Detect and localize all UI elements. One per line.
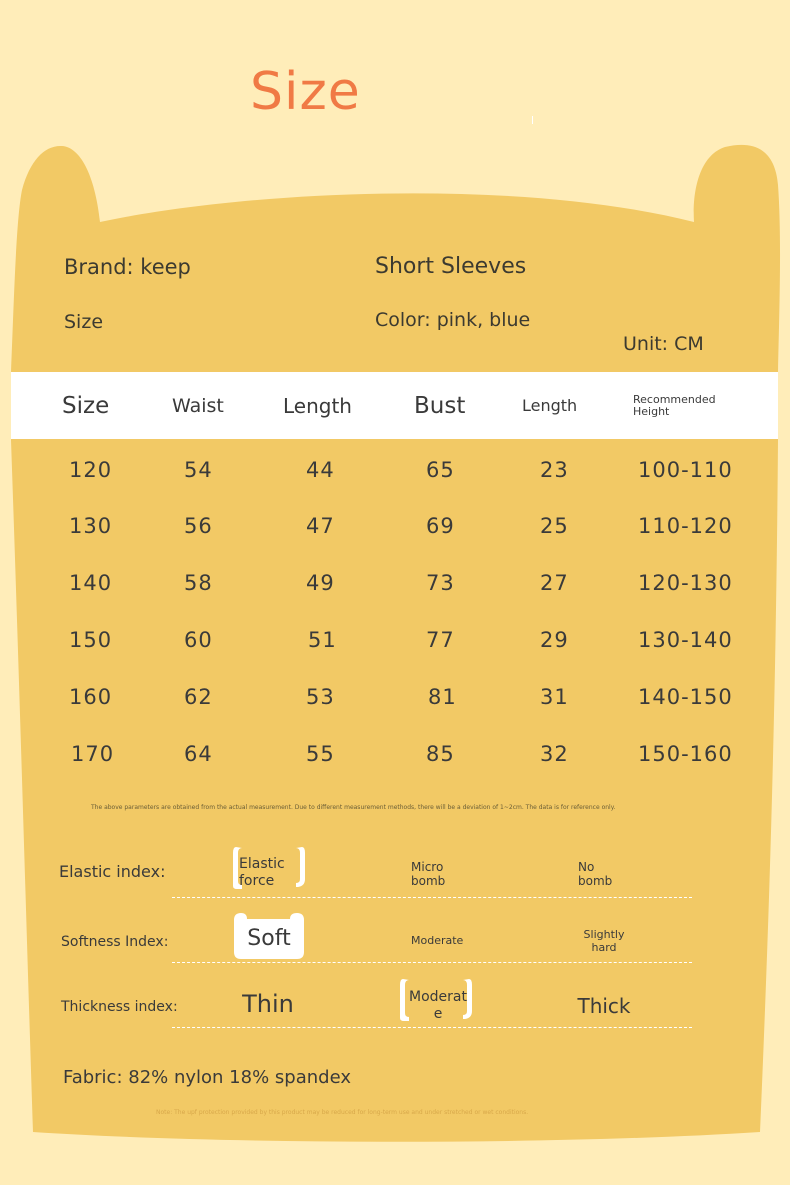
cell-waist: 54	[184, 458, 213, 482]
cell-waist: 62	[184, 685, 213, 709]
cell-sleeve-length: 32	[540, 742, 569, 766]
cell-length: 51	[308, 628, 337, 652]
page-title: Size	[250, 62, 361, 122]
header-sleeve-length: Length	[522, 396, 578, 415]
table-header	[11, 372, 778, 439]
cell-bust: 65	[426, 458, 455, 482]
cell-height: 100-110	[638, 458, 733, 482]
cell-height: 150-160	[638, 742, 733, 766]
header-length: Length	[283, 393, 352, 418]
header-recommended-height: Recommended Height	[633, 392, 716, 418]
cell-waist: 58	[184, 571, 213, 595]
cell-bust: 85	[426, 742, 455, 766]
elastic-index-label: Elastic index:	[59, 862, 166, 881]
table-row	[0, 742, 790, 782]
cell-size: 120	[69, 458, 113, 482]
cell-bust: 77	[426, 628, 455, 652]
cell-sleeve-length: 29	[540, 628, 569, 652]
cell-size: 170	[71, 742, 115, 766]
cell-length: 55	[306, 742, 335, 766]
table-row	[0, 628, 790, 668]
cell-waist: 60	[184, 628, 213, 652]
cell-length: 53	[306, 685, 335, 709]
table-row	[0, 571, 790, 611]
thickness-option-thick[interactable]: Thick	[577, 994, 631, 1018]
thickness-option-moderate[interactable]: Moderate	[409, 989, 467, 1022]
cell-height: 110-120	[638, 514, 733, 538]
thickness-index-label: Thickness index:	[61, 999, 178, 1015]
thickness-option-thin[interactable]: Thin	[242, 990, 294, 1018]
elastic-option-no-bomb[interactable]: No bomb	[578, 860, 613, 888]
cell-sleeve-length: 25	[540, 514, 569, 538]
table-row	[0, 514, 790, 554]
cell-sleeve-length: 23	[540, 458, 569, 482]
upf-footnote: Note: The upf protection provided by this product may be reduced for long-term use and under stretched or wet conditions.	[156, 1109, 529, 1116]
divider	[172, 1027, 692, 1028]
color-text: Color: pink, blue	[375, 309, 531, 331]
cell-bust: 69	[426, 514, 455, 538]
softness-index-label: Softness Index:	[61, 934, 169, 950]
divider	[172, 897, 692, 898]
elastic-option-elastic-force[interactable]: Elastic force	[239, 856, 285, 889]
cell-sleeve-length: 27	[540, 571, 569, 595]
softness-option-soft[interactable]: Soft	[247, 926, 291, 951]
header-size: Size	[62, 392, 110, 419]
cell-bust: 73	[426, 571, 455, 595]
table-row	[0, 685, 790, 725]
measurement-disclaimer: The above parameters are obtained from the actual measurement. Due to different measurement methods, there will be a deviation of 1~2cm. The data is for reference only.	[91, 804, 616, 811]
cell-waist: 64	[184, 742, 213, 766]
cell-height: 120-130	[638, 571, 733, 595]
brand-text: Brand: keep	[64, 255, 191, 279]
header-waist: Waist	[172, 394, 224, 417]
fabric-composition: Fabric: 82% nylon 18% spandex	[63, 1067, 351, 1088]
table-row	[0, 458, 790, 498]
cell-size: 160	[69, 685, 113, 709]
size-label-text: Size	[64, 311, 104, 333]
cell-length: 47	[306, 514, 335, 538]
cell-sleeve-length: 31	[540, 685, 569, 709]
style-text: Short Sleeves	[375, 254, 527, 279]
cell-height: 140-150	[638, 685, 733, 709]
cell-size: 140	[69, 571, 113, 595]
softness-option-moderate[interactable]: Moderate	[411, 934, 464, 947]
cell-size: 150	[69, 628, 113, 652]
elastic-option-micro-bomb[interactable]: Micro bomb	[411, 860, 446, 888]
cell-height: 130-140	[638, 628, 733, 652]
cell-waist: 56	[184, 514, 213, 538]
softness-option-slightly-hard[interactable]: Slightly hard	[583, 928, 625, 954]
divider	[172, 962, 692, 963]
header-bust: Bust	[414, 392, 466, 419]
cell-bust: 81	[428, 685, 457, 709]
cell-length: 44	[306, 458, 335, 482]
cell-length: 49	[306, 571, 335, 595]
cell-size: 130	[69, 514, 113, 538]
unit-text: Unit: CM	[623, 333, 704, 355]
